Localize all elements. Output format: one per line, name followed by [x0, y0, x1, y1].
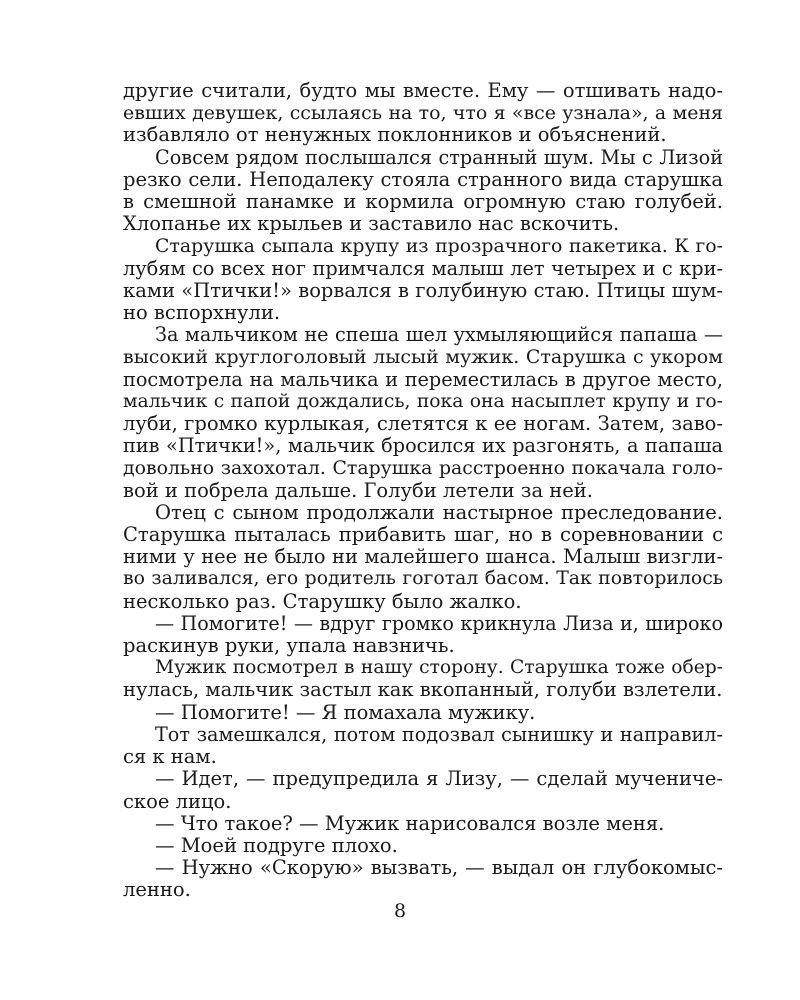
- text-line: нулась, мальчик застыл как вкопанный, голуби взлетели.: [123, 678, 723, 702]
- text-line: ленно.: [123, 878, 191, 902]
- text-line: луби, громко курлыкая, слетятся к ее ногам. Затем, заво-: [123, 412, 723, 436]
- text-line: Старушка сыпала крупу из прозрачного пакетика. К го-: [155, 235, 723, 258]
- text-line: посмотрела на мальчика и переместилась в другое место,: [123, 367, 723, 391]
- text-line: — Что такое? — Мужик нарисовался возле меня.: [155, 811, 665, 835]
- text-line: Старушка пыталась прибавить шаг, но в соревновании с: [123, 523, 723, 547]
- text-line: — Помогите! — Я помахала мужику.: [155, 700, 536, 724]
- text-line: — Моей подруге плохо.: [155, 833, 398, 857]
- text-line: резко сели. Неподалеку стояла странного вида старушка: [123, 167, 723, 191]
- text-line: мальчик с папой дождались, пока она насыплет крупу и го-: [123, 390, 723, 412]
- text-line: Совсем рядом послышался странный шум. Мы с Лизой: [155, 145, 723, 169]
- text-line: несколько раз. Старушку было жалко.: [123, 589, 522, 613]
- text-line: Отец с сыном продолжали настырное преследование.: [155, 500, 723, 524]
- text-line: но вспорхнули.: [123, 301, 281, 325]
- text-line: другие считали, будто мы вместе. Ему — отшивать надо-: [123, 79, 723, 102]
- text-line: Мужик посмотрел в нашу сторону. Старушка тоже обер-: [155, 657, 723, 679]
- text-line: в смешной панамке и кормила огромную стаю голубей.: [123, 190, 723, 214]
- text-line: евших девушек, ссылаясь на то, что я «все узнала», а меня: [123, 102, 723, 125]
- text-line: ся к нам.: [123, 745, 217, 769]
- text-line: ними у нее не было ни малейшего шанса. Малыш визгли-: [123, 545, 723, 569]
- text-line: высокий круглоголовый лысый мужик. Старушка с укором: [123, 346, 723, 369]
- text-line: — Идет, — предупредила я Лизу, — сделай мучениче-: [155, 767, 723, 791]
- text-line: — Нужно «Скорую» вызвать, — выдал он глубокомыс-: [155, 856, 723, 880]
- text-line: — Помогите! — вдруг громко крикнула Лиза и, широко: [155, 611, 723, 635]
- page-number: 8: [393, 900, 407, 922]
- text-line: Тот замешкался, потом подозвал сынишку и направил-: [155, 722, 723, 746]
- text-line: раскинув руки, упала навзничь.: [123, 634, 455, 658]
- text-line: лубям со всех ног примчался малыш лет четырех и с кри-: [123, 256, 723, 280]
- text-line: ское лицо.: [123, 789, 232, 813]
- text-line: вой и побрела дальше. Голуби летели за ней.: [123, 478, 593, 502]
- body-text: [123, 80, 723, 902]
- text-line: довольно захохотал. Старушка расстроенно покачала голо-: [123, 457, 723, 480]
- text-line: Хлопанье их крыльев и заставило нас вскочить.: [123, 212, 620, 236]
- text-line: во заливался, его родитель гоготал басом. Так повторилось: [123, 568, 723, 590]
- text-line: избавляло от ненужных поклонников и объяснений.: [123, 123, 667, 147]
- text-line: пив «Птички!», мальчик бросился их разгонять, а папаша: [123, 434, 723, 458]
- text-line: За мальчиком не спеша шел ухмыляющийся папаша —: [155, 323, 723, 347]
- text-line: ками «Птички!» ворвался в голубиную стаю. Птицы шум-: [123, 278, 723, 302]
